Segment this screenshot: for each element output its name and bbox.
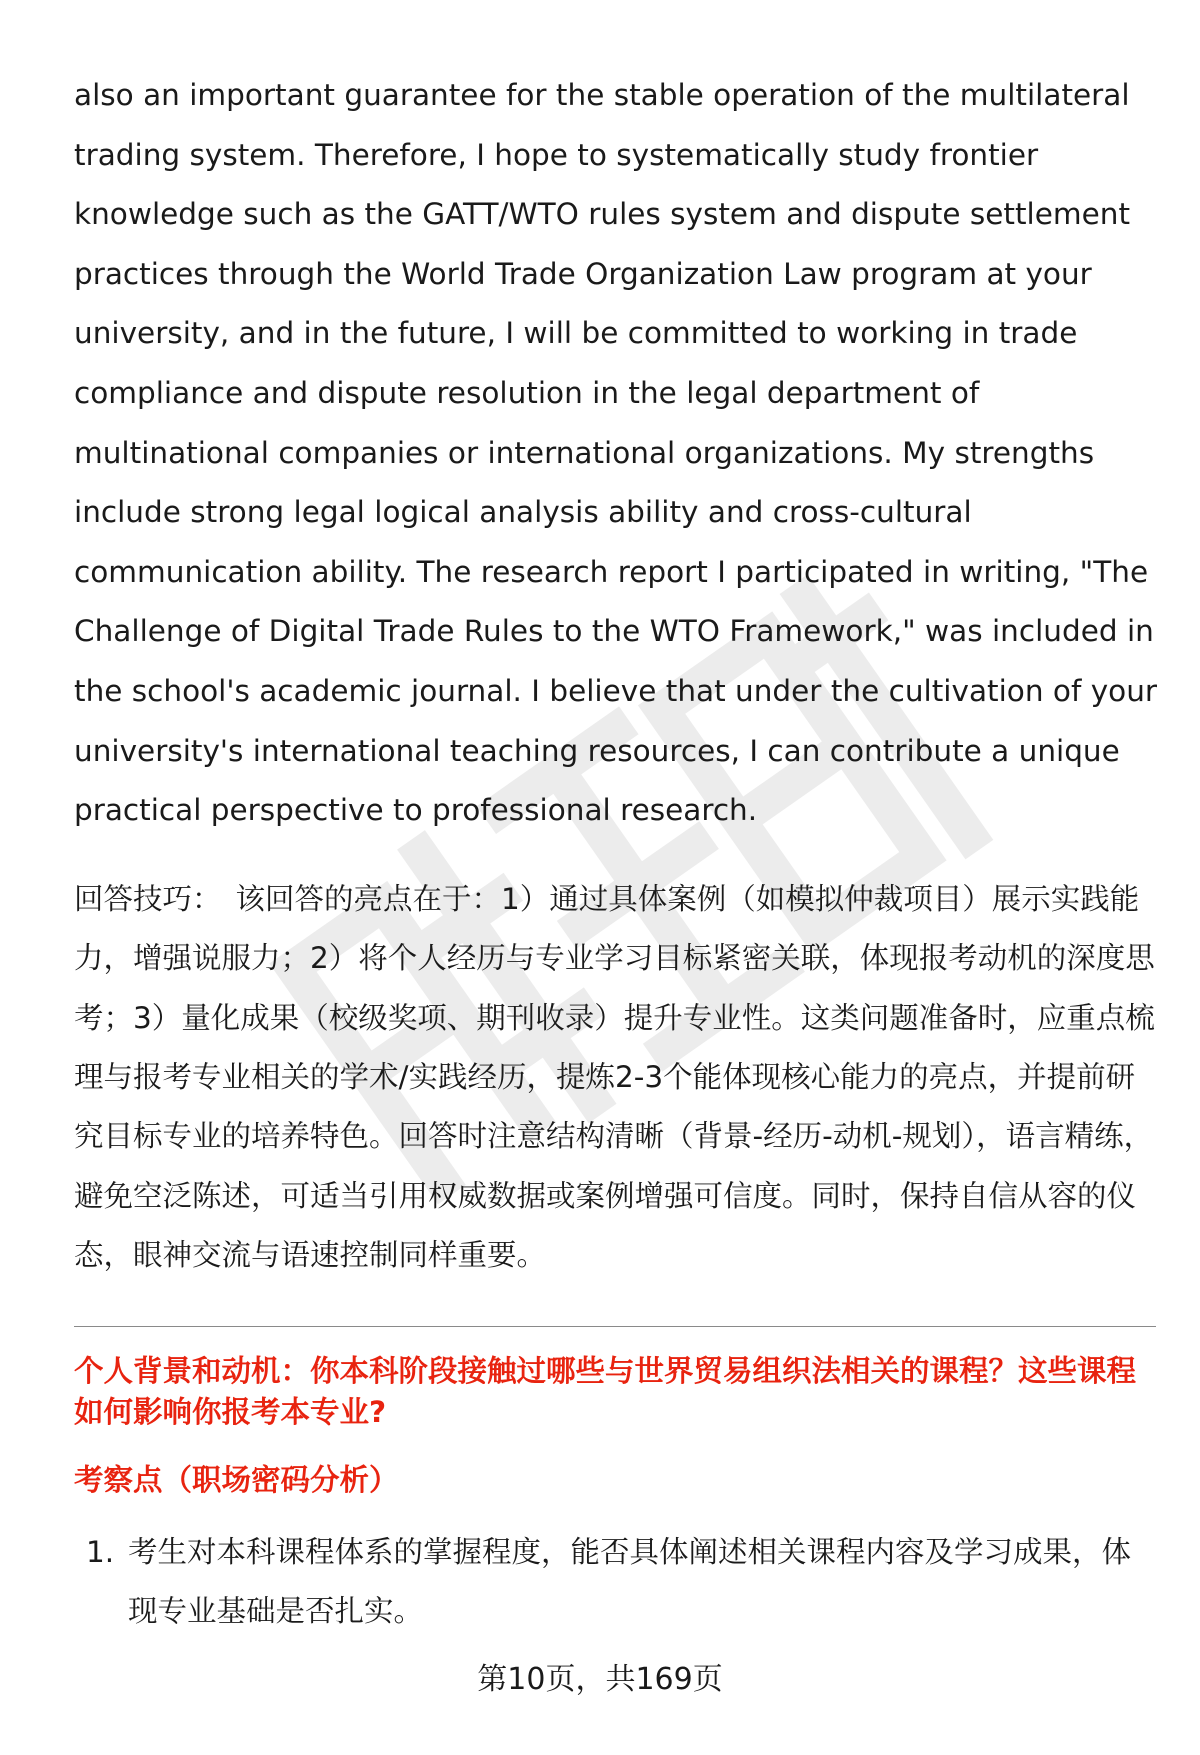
- tips-label: 回答技巧：: [74, 881, 222, 916]
- exam-points-heading: 考察点（职场密码分析）: [74, 1462, 399, 1497]
- page-content: [74, 66, 1160, 1641]
- answer-paragraph: also an important guarantee for the stable operation of the multilateral trading system. Therefore, I hope to systematically study frontier knowledge such as the GATT/WTO rules system and dispute settlement practices through the World Trade Organization Law program at your university, and in the future, I will be committed to working in trade compliance and dispute resolution in the legal department of multinational companies or international organizations. My strengths include strong legal logical analysis ability and cross-cultural communication ability. The research report I participated in writing, "The Challenge of Digital Trade Rules to the WTO Framework," was included in the school's academic journal. I believe that under the cultivation of your university's international teaching resources, I can contribute a unique practical perspective to professional research.: [74, 78, 1158, 828]
- list-item: [74, 1523, 1160, 1642]
- tips-text: 该回答的亮点在于：1）通过具体案例（如模拟仲裁项目）展示实践能力，增强说服力；2）将个人经历与专业学习目标紧密关联，体现报考动机的深度思考；3）量化成果（校级奖项、期刊收录）提升专业性。这类问题准备时，应重点梳理与报考专业相关的学术/实践经历，提炼2-3个能体现核心能力的亮点，并提前研究目标专业的培养特色。回答时注意结构清晰（背景-经历-动机-规划），语言精练，避免空泛陈述，可适当引用权威数据或案例增强可信度。同时，保持自信从容的仪态，眼神交流与语速控制同样重要。: [74, 881, 1155, 1273]
- list-item-number: 1.: [86, 1534, 115, 1569]
- answer-tips-paragraph: [74, 870, 1160, 1286]
- page-number-footer: 第10页，共169页: [477, 1662, 723, 1697]
- list-item-text: 考生对本科课程体系的掌握程度，能否具体阐述相关课程内容及学习成果，体现专业基础是否扎实。: [128, 1534, 1132, 1628]
- question-heading: 个人背景和动机：你本科阶段接触过哪些与世界贸易组织法相关的课程？这些课程如何影响你报考本专业?: [74, 1353, 1137, 1429]
- section-divider: [74, 1326, 1156, 1327]
- exam-points-list: [74, 1523, 1160, 1642]
